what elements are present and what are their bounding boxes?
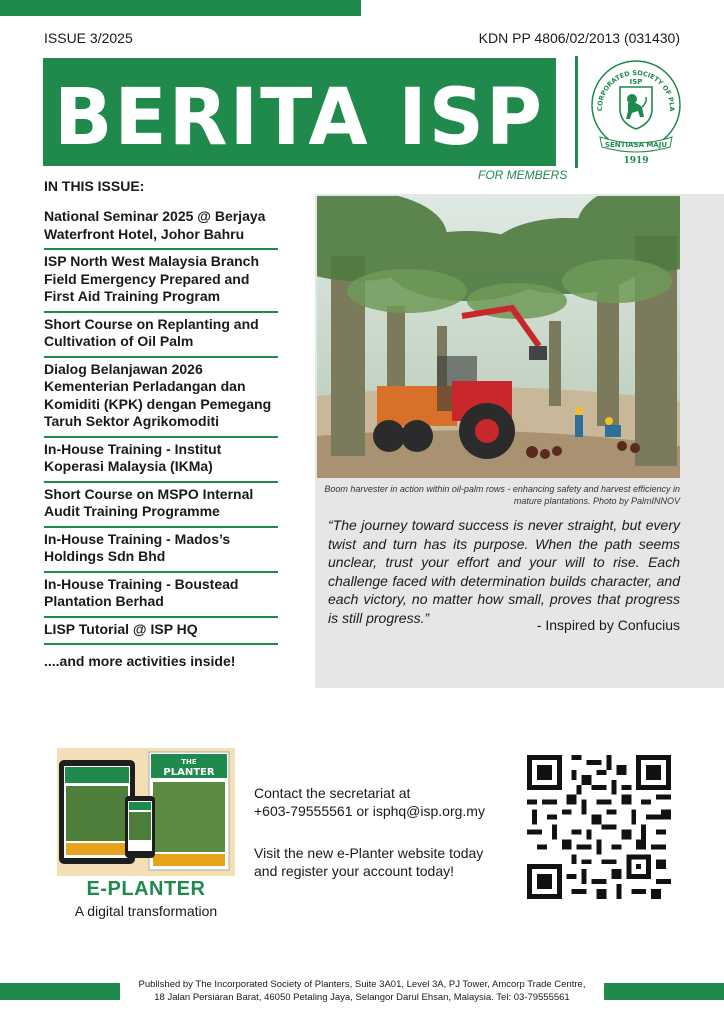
kdn-permit-number: KDN PP 4806/02/2013 (031430) bbox=[478, 30, 680, 46]
logo-divider bbox=[575, 56, 578, 168]
cover-title-line2: PLANTER bbox=[163, 767, 215, 778]
contact-line: Contact the secretariat at bbox=[254, 785, 411, 801]
isp-seal-logo bbox=[590, 57, 682, 167]
toc-more-activities: ....and more activities inside! bbox=[44, 653, 236, 669]
toc-item[interactable]: ISP North West Malaysia Branch Field Emergency Prepared and First Aid Training Program bbox=[44, 250, 278, 313]
masthead-banner bbox=[43, 58, 556, 166]
toc-item[interactable]: LISP Tutorial @ ISP HQ bbox=[44, 618, 278, 646]
toc-item[interactable]: In-House Training - Mados’s Holdings Sdn Bhd bbox=[44, 528, 278, 573]
seal-motto: SENTIASA MAJU bbox=[604, 141, 668, 149]
toc-item[interactable]: Short Course on MSPO Internal Audit Training Programme bbox=[44, 483, 278, 528]
contact-block bbox=[254, 784, 514, 820]
publisher-footer bbox=[122, 979, 602, 1004]
eplanter-devices-illustration bbox=[57, 748, 235, 876]
top-accent-bar bbox=[0, 0, 361, 16]
masthead-title: BERITA ISP bbox=[54, 73, 544, 163]
publisher-line-2: 18 Jalan Persiaran Barat, 46050 Petaling Jaya, Selangor Darul Ehsan, Malaysia. Tel: 03-79555561 bbox=[154, 991, 570, 1003]
toc-item[interactable]: In-House Training - Boustead Plantation Berhad bbox=[44, 573, 278, 618]
cover-title-line1: THE bbox=[181, 758, 197, 766]
toc-item[interactable]: Dialog Belanjawan 2026 Kementerian Perladangan dan Komiditi (KPK) dengan Pemegang Taruh Sektor Agrikomoditi bbox=[44, 358, 278, 438]
lion-icon bbox=[626, 94, 646, 119]
toc-item[interactable]: Short Course on Replanting and Cultivation of Oil Palm bbox=[44, 313, 278, 358]
eplanter-subtitle: A digital transformation bbox=[74, 903, 218, 919]
quote-attribution: - Inspired by Confucius bbox=[536, 617, 680, 633]
contact-phone-email[interactable]: +603-79555561 or isphq@isp.org.my bbox=[254, 803, 485, 819]
eplanter-title: E-PLANTER bbox=[86, 878, 206, 900]
toc-item[interactable]: In-House Training - Institut Koperasi Malaysia (IKMa) bbox=[44, 438, 278, 483]
harvester-photo bbox=[317, 196, 680, 478]
seal-arc-text: CORPORATED SOCIETY OF PLA bbox=[595, 68, 677, 112]
issue-number: ISSUE 3/2025 bbox=[44, 30, 133, 46]
register-line: and register your account today! bbox=[254, 863, 455, 879]
seal-year: 1919 bbox=[623, 156, 649, 166]
footer-accent-left bbox=[0, 983, 120, 1000]
publisher-line-1: Published by The Incorporated Society of Planters, Suite 3A01, Level 3A, PJ Tower, Amcorp Trade Centre, bbox=[138, 979, 586, 990]
toc-item[interactable]: National Seminar 2025 @ Berjaya Waterfront Hotel, Johor Bahru bbox=[44, 205, 278, 250]
footer-accent-right bbox=[604, 983, 724, 1000]
for-members-label: FOR MEMBERS bbox=[478, 168, 568, 182]
seal-abbr: ISP bbox=[629, 78, 643, 86]
toc-heading: IN THIS ISSUE: bbox=[44, 178, 145, 194]
feature-quote: “The journey toward success is never straight, but every twist and turn has its purpose. When the path seems unclear, trust your effort and your will to rise. Each challenge faced with determination builds character, and each victory, no matter how small, proves that progress is still progress.” bbox=[328, 517, 680, 626]
visit-block bbox=[254, 844, 514, 880]
table-of-contents bbox=[44, 205, 278, 669]
visit-line: Visit the new e-Planter website today bbox=[254, 845, 484, 861]
qr-code[interactable] bbox=[527, 755, 671, 899]
photo-caption: Boom harvester in action within oil-palm rows - enhancing safety and harvest efficiency in mature plantations. Photo by PalmINNOV bbox=[324, 484, 680, 506]
